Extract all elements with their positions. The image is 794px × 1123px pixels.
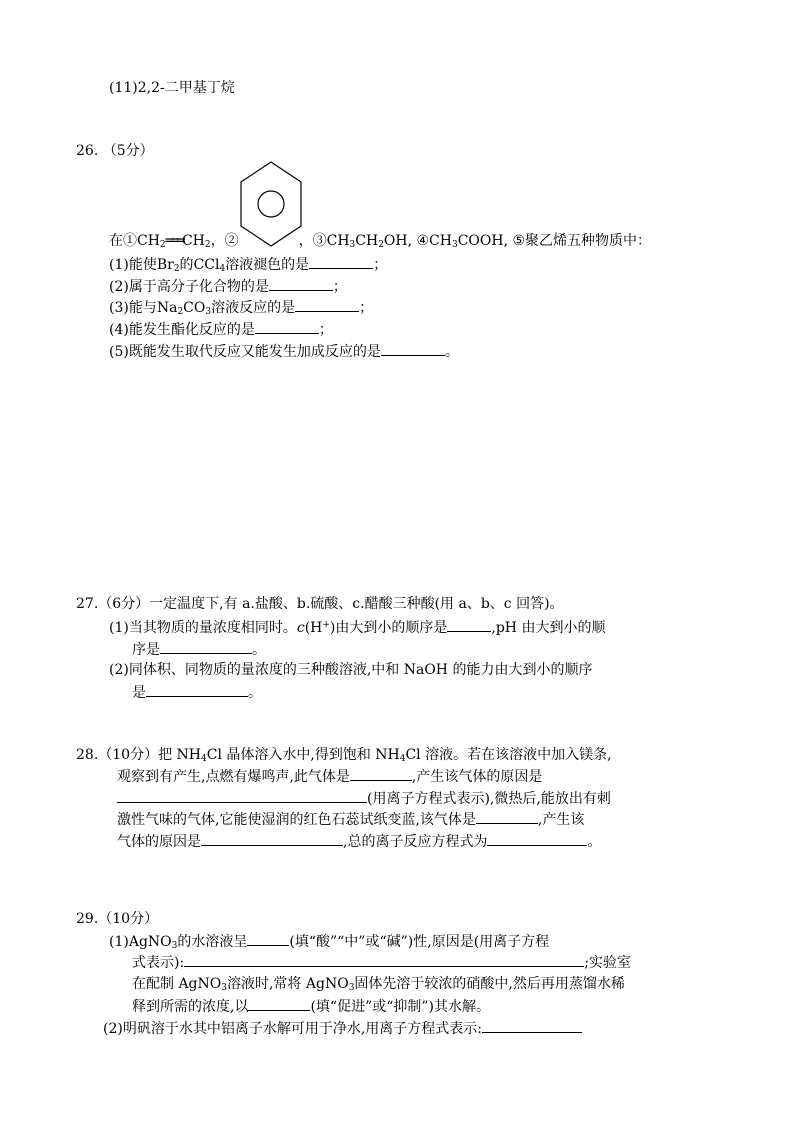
q29-line4: 释到所需的浓度,以 (填“促进”或“抑制”)其水解。 xyxy=(132,999,491,1015)
answer-blank[interactable] xyxy=(269,277,333,291)
answer-blank[interactable] xyxy=(447,618,491,632)
answer-blank[interactable] xyxy=(255,320,319,334)
q26-sub5: (5)既能发生取代反应又能发生加成反应的是 。 xyxy=(109,344,459,360)
q28-line2: 观察到有产生,点燃有爆鸣声,此气体是 ,产生该气体的原因是 xyxy=(117,769,543,785)
answer-blank[interactable] xyxy=(476,810,538,824)
q27-line2: 序是 。 xyxy=(132,642,266,658)
q28-line4: 激性气味的气体,它能使湿润的红色石蕊试纸变蓝,该气体是 ,产生该 xyxy=(117,812,585,828)
q29-line5: (2)明矾溶于水其中铝离子水解可用于净水,用离子方程式表示: xyxy=(103,1019,582,1038)
q26-sub2: (2)属于高分子化合物的是 ； xyxy=(109,279,347,295)
q26-header: 26. （5分） xyxy=(76,143,154,159)
q25-item-11: (11)2,2-二甲基丁烷 xyxy=(109,80,235,96)
answer-blank[interactable] xyxy=(248,997,310,1011)
q29-line1: (1)AgNO$_3$的水溶液呈 (填“酸”“中”或“碱”)性,原因是(用离子方程 xyxy=(109,934,550,951)
answer-blank[interactable] xyxy=(201,832,343,846)
q27-line1: (1)当其物质的量浓度相同时。c(H+)由大到小的顺序是 ,pH 由大到小的顺 xyxy=(109,620,606,636)
answer-blank[interactable] xyxy=(309,255,373,269)
answer-blank[interactable] xyxy=(482,1019,582,1033)
q26-intro: 在$①CH_2═══CH_2$，② ，$③CH_3CH_2OH$, $④CH_3COOH$, ⑤聚乙烯五种物质中： xyxy=(109,233,652,250)
answer-blank[interactable] xyxy=(146,683,248,697)
q26-sub4: (4)能发生酯化反应的是 ； xyxy=(109,322,333,338)
q29-line2: 式表示): ;实验室 xyxy=(132,955,631,971)
q29-line3: 在配制 AgNO$_3$溶液时,常将 AgNO$_3$固体先溶于较浓的硝酸中,然后再用蒸馏水稀 xyxy=(132,976,625,993)
answer-blank[interactable] xyxy=(350,767,412,781)
q26-sub1: (1)能使$Br_2$的CCl$_4$溶液褪色的是 ； xyxy=(109,257,388,274)
q27-line4: 是 。 xyxy=(132,685,262,701)
q28-line5: 气体的原因是 ,总的离子反应方程式为 。 xyxy=(117,834,602,850)
answer-blank[interactable] xyxy=(295,298,359,312)
answer-blank[interactable] xyxy=(117,789,367,803)
answer-blank[interactable] xyxy=(381,342,445,356)
q27-header: 27.（6分）一定温度下,有 a.盐酸、b.硫酸、c.醋酸三种酸(用 a、b、c 回答)。 xyxy=(76,596,564,612)
q27-line3: (2)同体积、同物质的量浓度的三种酸溶液,中和 NaOH 的能力由大到小的顺序 xyxy=(109,662,593,678)
answer-blank[interactable] xyxy=(184,953,584,967)
q29-header: 29.（10分） xyxy=(76,911,159,927)
q28-line3: (用离子方程式表示),微热后,能放出有刺 xyxy=(117,789,611,808)
answer-blank[interactable] xyxy=(487,832,587,846)
answer-blank[interactable] xyxy=(247,932,289,946)
answer-blank[interactable] xyxy=(160,640,252,654)
q26-sub3: (3)能与$Na_2CO_3$溶液反应的是 ； xyxy=(109,300,374,317)
q28-line1: 28.（10分）把 $NH_4Cl$ 晶体溶入水中,得到饱和 $NH_4Cl$ 溶液。若在该溶液中加入镁条, xyxy=(76,747,612,764)
